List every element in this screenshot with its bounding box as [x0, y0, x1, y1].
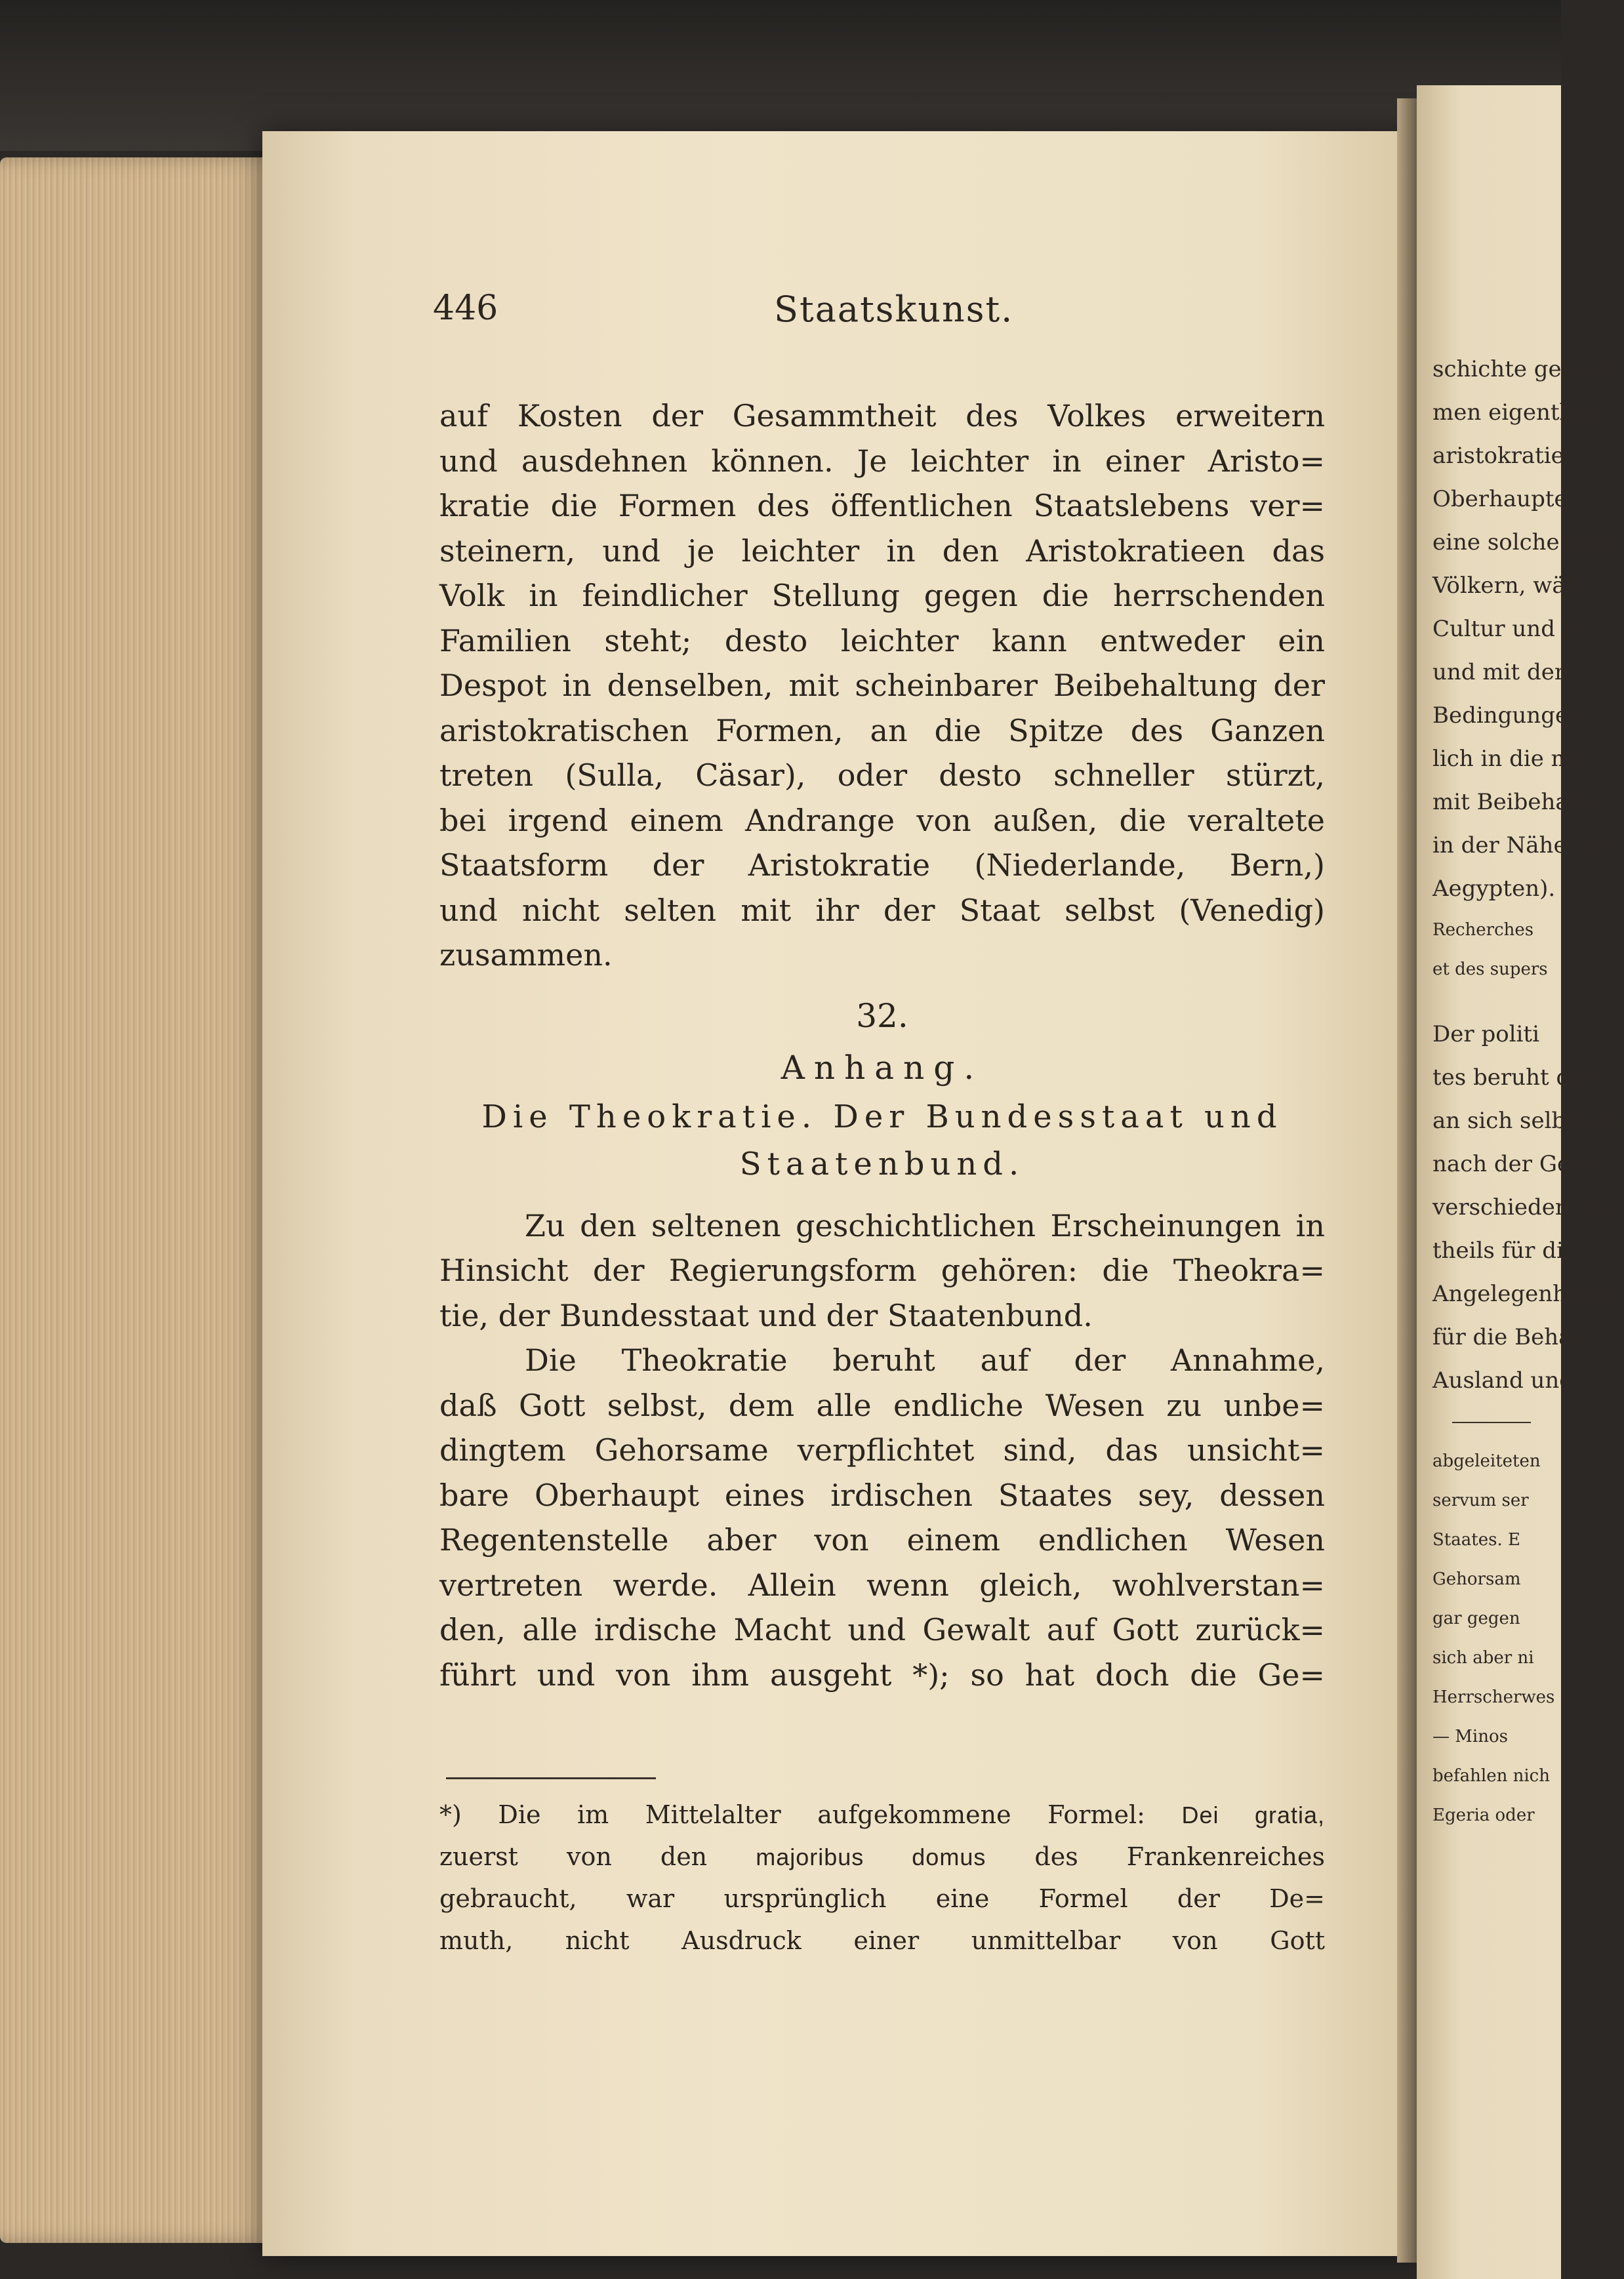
facing-line: Oberhaupte	[1432, 486, 1568, 512]
facing-line: Der politi	[1432, 1021, 1539, 1047]
facing-line: Egeria oder	[1432, 1805, 1535, 1825]
facing-line: Ausland und	[1432, 1367, 1574, 1394]
page-number: 446	[433, 289, 498, 328]
text-line: auf Kosten der Gesammtheit des Volkes erweitern	[439, 398, 1325, 434]
text-line: vertreten werde. Allein wenn gleich, wohlverstan=	[439, 1567, 1325, 1603]
section-heading: Anhang.	[781, 1048, 984, 1087]
footnote-text: *) Die im Mittelalter aufgekommene Formel:	[439, 1800, 1182, 1829]
facing-line: Staates. E	[1432, 1530, 1520, 1550]
footnote-line	[439, 1794, 1325, 1836]
facing-line: aristokratie	[1432, 443, 1564, 469]
facing-line: Recherches	[1432, 920, 1534, 940]
footnote-rule	[446, 1777, 656, 1779]
facing-line: sich aber ni	[1432, 1648, 1534, 1668]
section-subheading: Die Theokratie. Der Bundesstaat und	[481, 1098, 1283, 1135]
footnote-line	[439, 1836, 1325, 1878]
text-line: steinern, und je leichter in den Aristokratieen das	[439, 533, 1325, 569]
facing-line: Angelegenheiten	[1432, 1281, 1624, 1307]
text-line: tie, der Bundesstaat und der Staatenbund.	[439, 1297, 1093, 1333]
footnote-text: zuerst von den	[439, 1842, 756, 1871]
running-head	[433, 289, 1331, 341]
facing-line: Bedingungen	[1432, 702, 1583, 729]
facing-line: gar gegen	[1432, 1609, 1520, 1628]
facing-line: für die Behau	[1432, 1324, 1587, 1350]
page-edges	[0, 157, 282, 2243]
text-line: Volk in feindlicher Stellung gegen die herrschenden	[439, 578, 1325, 613]
facing-line: theils für die	[1432, 1238, 1577, 1264]
facing-line: Gehorsam	[1432, 1569, 1521, 1589]
dark-backdrop	[0, 0, 1561, 151]
facing-line: servum ser	[1432, 1491, 1529, 1510]
facing-footnote-rule	[1452, 1422, 1531, 1423]
text-line: und nicht selten mit ihr der Staat selbst (Venedig)	[439, 892, 1325, 928]
text-line: bei irgend einem Andrange von außen, die veraltete	[439, 802, 1325, 838]
footnote-latin: Dei gratia,	[1181, 1802, 1326, 1828]
text-line: Staatsform der Aristokratie (Niederlande, Bern,)	[439, 847, 1325, 883]
facing-line: befahlen nich	[1432, 1766, 1550, 1786]
facing-line: mit Beibehaltu	[1432, 789, 1600, 815]
text-line: daß Gott selbst, dem alle endliche Wesen zu unbe=	[439, 1387, 1325, 1423]
text-line: Die Theokratie beruht auf der Annahme,	[525, 1342, 1325, 1378]
facing-page-text	[1432, 348, 1624, 1835]
facing-line: schichte gezeigt,	[1432, 356, 1624, 382]
facing-line: Herrscherwes	[1432, 1687, 1555, 1707]
body-text	[439, 393, 1325, 1697]
facing-line: Aegypten).	[1432, 876, 1556, 902]
facing-line: Völkern, währ	[1432, 573, 1591, 599]
text-line: treten (Sulla, Cäsar), oder desto schneller stürzt,	[439, 757, 1325, 793]
facing-line: eine solche Regi	[1432, 529, 1618, 555]
text-line: Regentenstelle aber von einem endlichen Wesen	[439, 1522, 1325, 1558]
text-line: kratie die Formen des öffentlichen Staatslebens ver=	[439, 488, 1325, 523]
facing-line: et des supers	[1432, 959, 1548, 979]
footnote-text: des Frankenreiches	[986, 1842, 1325, 1871]
footnote-line: gebraucht, war ursprünglich eine Formel der De=	[439, 1884, 1325, 1913]
facing-line: Cultur und pe	[1432, 616, 1590, 642]
facing-line: an sich selbststä	[1432, 1108, 1620, 1134]
facing-line: men eigentlich a	[1432, 399, 1621, 426]
text-line: Familien steht; desto leichter kann entweder ein	[439, 622, 1325, 658]
facing-line: und mit dem	[1432, 659, 1576, 685]
facing-line: verschieden ein	[1432, 1194, 1612, 1220]
section-number: 32.	[856, 996, 908, 1035]
text-line: zusammen.	[439, 937, 613, 973]
running-title: Staatskunst.	[774, 289, 1014, 330]
facing-line: tes beruht dar	[1432, 1064, 1594, 1091]
facing-line: nach der Gesc	[1432, 1151, 1594, 1177]
facing-line: abgeleiteten	[1432, 1451, 1541, 1471]
facing-gap	[1432, 989, 1564, 1013]
facing-page	[1417, 85, 1624, 2279]
text-line: bare Oberhaupt eines irdischen Staates sey, dessen	[439, 1477, 1325, 1513]
footnote	[439, 1794, 1325, 1962]
text-line: führt und von ihm ausgeht *); so hat doch die Ge=	[439, 1657, 1325, 1693]
text-line: den, alle irdische Macht und Gewalt auf Gott zurück=	[439, 1612, 1325, 1647]
paragraph-gap	[439, 1188, 1325, 1203]
facing-line: in der Nähe des	[1432, 832, 1613, 858]
footnote-latin: majoribus domus	[756, 1844, 986, 1870]
text-line: Despot in denselben, mit scheinbarer Beibehaltung der	[439, 668, 1325, 703]
text-line: dingtem Gehorsame verpflichtet sind, das unsicht=	[439, 1432, 1325, 1468]
section-subheading: Staatenbund.	[739, 1145, 1025, 1182]
text-line: aristokratischen Formen, an die Spitze des Ganzen	[439, 712, 1325, 748]
text-line: Hinsicht der Regierungsform gehören: die Theokra=	[439, 1253, 1325, 1288]
facing-line: — Minos	[1432, 1727, 1508, 1746]
facing-line: lich in die mo	[1432, 746, 1586, 772]
text-line: Zu den seltenen geschichtlichen Erscheinungen in	[525, 1207, 1325, 1243]
text-line: und ausdehnen können. Je leichter in einer Aristo=	[439, 443, 1325, 479]
footnote-line: muth, nicht Ausdruck einer unmittelbar von Gott	[439, 1926, 1325, 1955]
